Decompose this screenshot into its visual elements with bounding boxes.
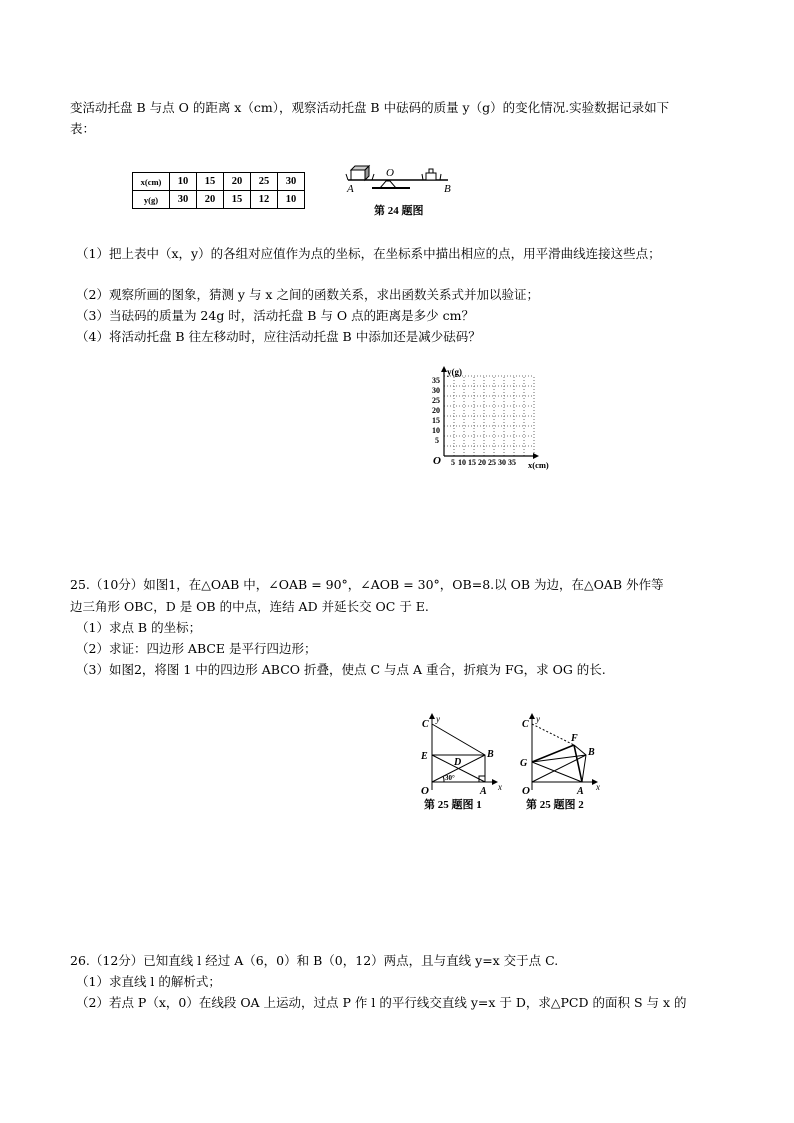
figure-25-1 (414, 712, 514, 814)
label-x: x (596, 782, 600, 792)
table-cell: 10 (278, 191, 305, 209)
label-c: C (422, 719, 429, 730)
label-b: B (487, 749, 494, 760)
table-cell: 20 (197, 191, 224, 209)
angle-arc (443, 776, 444, 782)
q25-head-2: 边三角形 OBC，D 是 OB 的中点，连结 AD 并延长交 OC 于 E. (70, 599, 429, 614)
x-axis-arrow (533, 453, 539, 459)
fig25-1-caption: 第 25 题图 1 (424, 799, 482, 811)
table-cell: 20 (224, 173, 251, 191)
label-o: O (386, 167, 394, 179)
label-a: A (577, 786, 584, 797)
label-a: A (347, 183, 354, 195)
q26-head: 26.（12分）已知直线 l 经过 A（6，0）和 B（0，12）两点，且与直线 y=x 交于点 C. (70, 953, 559, 968)
table-cell: 30 (278, 173, 305, 191)
x-tick: 5 (451, 458, 455, 467)
q24-part-2: （2）观察所画的图象，猜测 y 与 x 之间的函数关系，求出函数关系式并加以验证； (76, 287, 539, 302)
q26-part-2: （2）若点 P（x，0）在线段 OA 上运动，过点 P 作 l 的平行线交直线 y=x 于 D，求△PCD 的面积 S 与 x 的 (76, 995, 687, 1010)
dashed-cf (532, 724, 574, 745)
label-y: y (436, 714, 440, 724)
q25-part-3: （3）如图2，将图 1 中的四边形 ABCO 折叠，使点 C 与点 A 重合，折痕为 FG，求 OG 的长. (76, 662, 606, 677)
balance-figure (338, 162, 478, 222)
table-row-y (133, 191, 305, 209)
label-o: O (421, 785, 429, 797)
y-axis-arrow (429, 713, 435, 719)
fig25-2-caption: 第 25 题图 2 (526, 799, 584, 811)
label-x: x (498, 782, 502, 792)
table-cell: 15 (197, 173, 224, 191)
q25-part-1: （1）求点 B 的坐标； (76, 620, 202, 635)
table-cell: 12 (251, 191, 278, 209)
intro-line-1: 变活动托盘 B 与点 O 的距离 x（cm），观察活动托盘 B 中砝码的质量 y（g）的变化情况.实验数据记录如下 (70, 100, 670, 115)
label-e: E (421, 751, 428, 762)
intro-line-2: 表： (70, 121, 96, 136)
q25-head: 25.（10分）如图1，在△OAB 中，∠OAB = 90°，∠AOB = 30°，OB=8.以 OB 为边，在△OAB 外作等 (70, 577, 664, 592)
label-o: O (522, 785, 530, 797)
label-y: y (536, 714, 540, 724)
y-tick: 25 (432, 396, 440, 405)
table-header-y: y(g) (133, 191, 170, 209)
q26-part-1: （1）求直线 l 的解析式； (76, 974, 221, 989)
y-tick: 30 (432, 386, 440, 395)
figure-25-2 (516, 712, 616, 814)
y-tick: 5 (435, 436, 439, 445)
label-b: B (444, 183, 451, 195)
y-tick: 35 (432, 376, 440, 385)
grid-lines (444, 376, 534, 456)
segment-ga (532, 762, 582, 782)
table-cell: 15 (224, 191, 251, 209)
label-g: G (520, 758, 528, 769)
y-axis-arrow (529, 713, 535, 719)
y-tick: 20 (432, 406, 440, 415)
origin-label: O (433, 455, 441, 467)
x-tick: 30 (498, 458, 506, 467)
data-table (132, 172, 305, 209)
right-weight-icon (422, 169, 441, 180)
q24-part-3: （3）当砝码的质量为 24g 时，活动托盘 B 与 O 点的距离是多少 cm？ (76, 308, 474, 323)
y-axis-label: y(g) (447, 367, 462, 377)
table-header-x: x(cm) (133, 173, 170, 191)
x-tick: 35 (508, 458, 516, 467)
q24-part-4: （4）将活动托盘 B 往左移动时，应往活动托盘 B 中添加还是减少砝码？ (76, 329, 481, 344)
q24-part-1: （1）把上表中（x，y）的各组对应值作为点的坐标，在坐标系中描出相应的点，用平滑曲线连接这些点； (76, 246, 661, 261)
label-c: C (522, 719, 529, 730)
x-tick: 10 (458, 458, 466, 467)
table-cell: 30 (170, 191, 197, 209)
label-b: B (588, 747, 595, 758)
q25-part-2: （2）求证：四边形 ABCE 是平行四边形； (76, 641, 317, 656)
y-tick: 10 (432, 426, 440, 435)
x-tick: 25 (488, 458, 496, 467)
label-d: D (454, 757, 462, 768)
x-tick: 15 (468, 458, 476, 467)
coordinate-grid (418, 364, 578, 474)
pivot-stand (380, 181, 396, 188)
table-cell: 25 (251, 173, 278, 191)
table-row-x (133, 173, 305, 191)
fig24-caption: 第 24 题图 (374, 205, 424, 217)
table-cell: 10 (170, 173, 197, 191)
label-f: F (571, 733, 578, 744)
segment-cba (432, 724, 485, 782)
left-weight-icon (351, 166, 369, 180)
y-tick: 15 (432, 416, 440, 425)
x-axis-label: x(cm) (528, 460, 549, 470)
label-a: A (480, 786, 487, 797)
x-tick: 20 (478, 458, 486, 467)
label-angle: 30° (445, 774, 455, 782)
